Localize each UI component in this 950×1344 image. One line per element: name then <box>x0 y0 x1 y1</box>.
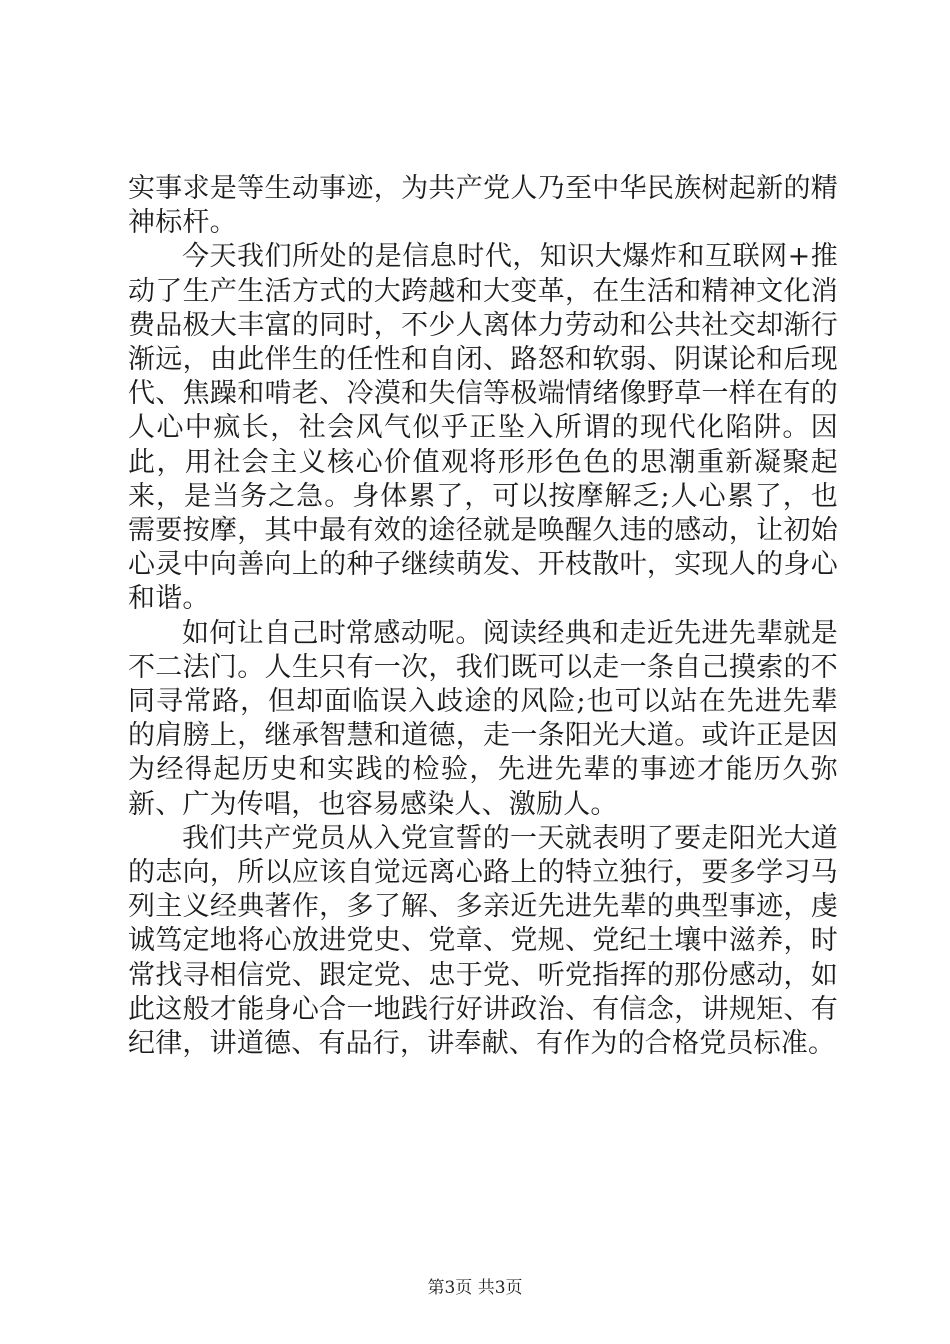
document-body <box>128 172 838 1061</box>
page-number-label: 第3页 共3页 <box>427 1278 523 1298</box>
paragraph-3: 如何让自己时常感动呢。阅读经典和走近先进先辈就是不二法门。人生只有一次，我们既可以走一条自己摸索的不同寻常路，但却面临误入歧途的风险;也可以站在先进先辈的肩膀上，继承智慧和道德，走一条阳光大道。或许正是因为经得起历史和实践的检验，先进先辈的事迹才能历久弥新、广为传唱，也容易感染人、激励人。 <box>128 617 838 820</box>
paragraph-1: 实事求是等生动事迹，为共产党人乃至中华民族树起新的精神标杆。 <box>128 173 838 239</box>
page-footer <box>0 1273 950 1298</box>
paragraph-4: 我们共产党员从入党宣誓的一天就表明了要走阳光大道的志向，所以应该自觉远离心路上的特立独行，要多学习马列主义经典著作，多了解、多亲近先进先辈的典型事迹，虔诚笃定地将心放进党史、党章、党规、党纪土壤中滋养，时常找寻相信党、跟定党、忠于党、听党指挥的那份感动，如此这般才能身心合一地践行好讲政治、有信念，讲规矩、有纪律，讲道德、有品行，讲奉献、有作为的合格党员标准。 <box>128 822 838 1060</box>
paragraph-2: 今天我们所处的是信息时代，知识大爆炸和互联网+推动了生产生活方式的大跨越和大变革，在生活和精神文化消费品极大丰富的同时，不少人离体力劳动和公共社交却渐行渐远，由此伴生的任性和自闭、路怒和软弱、阴谋论和后现代、焦躁和啃老、冷漠和失信等极端情绪像野草一样在有的人心中疯长，社会风气似乎正坠入所谓的现代化陷阱。因此，用社会主义核心价值观将形形色色的思潮重新凝聚起来，是当务之急。身体累了，可以按摩解乏;人心累了，也需要按摩，其中最有效的途径就是唤醒久违的感动，让初始心灵中向善向上的种子继续萌发、开枝散叶，实现人的身心和谐。 <box>128 241 838 615</box>
